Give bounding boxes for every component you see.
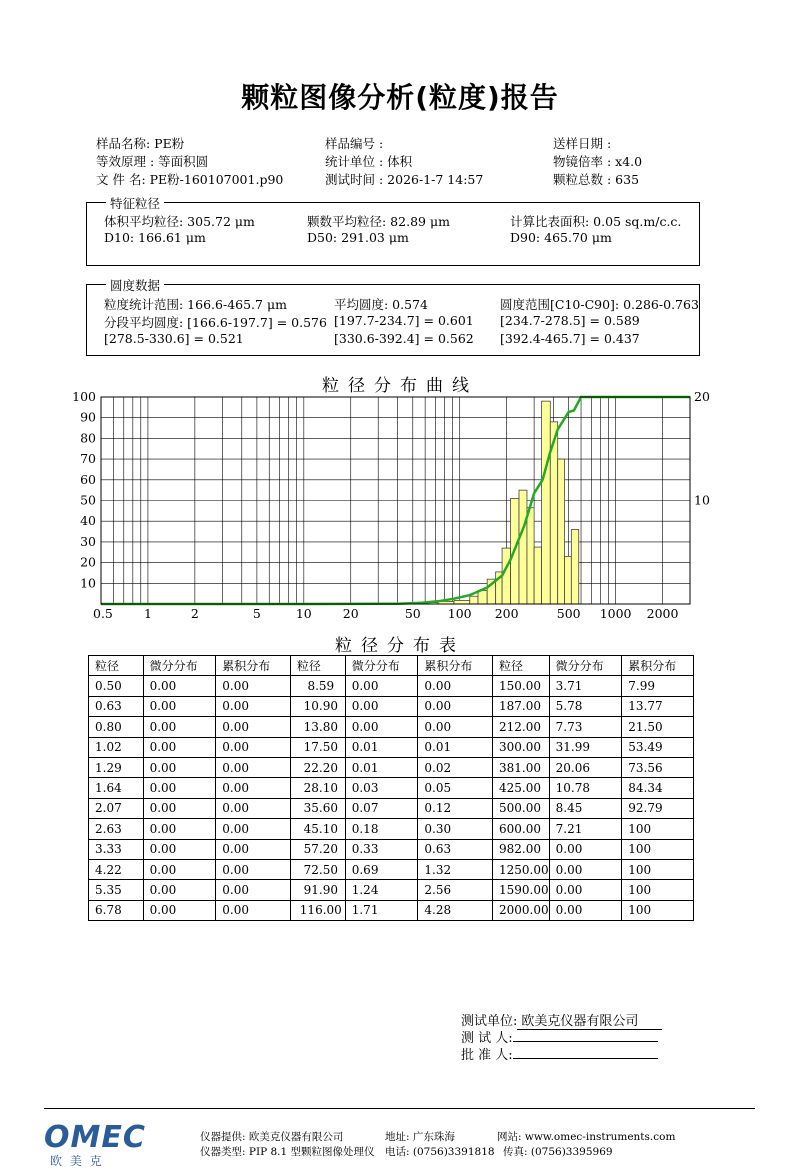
table-cell: 0.00 (143, 676, 216, 696)
y-left-tick-label: 20 (80, 554, 96, 570)
table-cell: 0.03 (345, 778, 418, 798)
table-cell: 0.02 (418, 757, 493, 777)
x-tick-label: 500 (556, 606, 581, 621)
y-left-tick-label: 90 (80, 409, 96, 425)
table-cell: 500.00 (493, 798, 550, 818)
table-cell: 1250.00 (493, 859, 550, 879)
table-cell: 100 (622, 880, 694, 900)
table-cell: 100 (622, 859, 694, 879)
table-cell: 1.29 (89, 757, 144, 777)
axis-labels (72, 389, 710, 621)
table-cell: 0.33 (345, 839, 418, 859)
table-row (89, 819, 694, 839)
table-cell: 0.00 (143, 880, 216, 900)
table-cell: 100 (622, 839, 694, 859)
table-row (89, 778, 694, 798)
table-cell: 0.00 (345, 676, 418, 696)
table-row (89, 859, 694, 879)
histogram-bar (534, 547, 541, 604)
table-cell: 0.00 (216, 819, 291, 839)
table-row (89, 757, 694, 777)
table-row (89, 737, 694, 757)
table-cell: 72.50 (290, 859, 345, 879)
table-cell: 35.60 (290, 798, 345, 818)
header-col-3 (553, 135, 642, 189)
x-tick-label: 20 (342, 606, 359, 621)
table-cell: 45.10 (290, 819, 345, 839)
table-cell: 1.71 (345, 900, 418, 920)
table-header-cell: 累积分布 (418, 656, 493, 676)
table-cell: 600.00 (493, 819, 550, 839)
table-cell: 0.50 (89, 676, 144, 696)
test-time: 测试时间 : 2026-1-7 14:57 (325, 172, 484, 187)
statistic-unit: 统计单位 : 体积 (325, 154, 413, 169)
d10-value: D10: 166.61 μm (104, 230, 206, 245)
table-header-row (89, 656, 694, 676)
table-cell: 212.00 (493, 717, 550, 737)
fax: 传真: (0756)3395969 (503, 1146, 613, 1158)
table-cell: 28.10 (290, 778, 345, 798)
table-cell: 4.28 (418, 900, 493, 920)
table-cell: 150.00 (493, 676, 550, 696)
table-cell: 0.00 (143, 717, 216, 737)
table-cell: 0.00 (143, 778, 216, 798)
table-cell: 0.18 (345, 819, 418, 839)
logo-subtitle: 欧 美 克 (50, 1154, 104, 1168)
table-cell: 20.06 (549, 757, 622, 777)
x-tick-label: 0.5 (93, 606, 113, 621)
table-cell: 0.00 (216, 839, 291, 859)
volume-mean-size: 体积平均粒径: 305.72 μm (104, 214, 255, 229)
y-left-tick-label: 100 (72, 389, 96, 404)
table-cell: 0.07 (345, 798, 418, 818)
table-cell: 10.78 (549, 778, 622, 798)
y-left-tick-label: 80 (80, 430, 96, 446)
mean-roundness: 平均圆度: 0.574 (334, 297, 428, 312)
table-cell: 0.12 (418, 798, 493, 818)
table-cell: 381.00 (493, 757, 550, 777)
specific-surface: 计算比表面积: 0.05 sq.m/c.c. (510, 214, 682, 229)
table-cell: 0.00 (549, 880, 622, 900)
table-header-cell: 累积分布 (622, 656, 694, 676)
table-cell: 0.63 (89, 696, 144, 716)
table-cell: 13.77 (622, 696, 694, 716)
size-distribution-chart (0, 385, 800, 625)
header-col-1 (96, 135, 283, 189)
table-cell: 1.32 (418, 859, 493, 879)
table-cell: 8.59 (290, 676, 345, 696)
table-title: 粒径分布表 (335, 636, 465, 656)
table-cell: 84.34 (622, 778, 694, 798)
table-cell: 6.78 (89, 900, 144, 920)
equivalent-principle: 等效原理 : 等面积圆 (96, 154, 209, 169)
table-cell: 0.00 (216, 737, 291, 757)
table-cell: 4.22 (89, 859, 144, 879)
instrument-provider: 仪器提供: 欧美克仪器有限公司 (200, 1131, 344, 1143)
table-cell: 73.56 (622, 757, 694, 777)
table-cell: 0.00 (216, 676, 291, 696)
x-tick-label: 1 (143, 606, 152, 621)
table-cell: 982.00 (493, 839, 550, 859)
objective-magnification: 物镜倍率 : x4.0 (553, 154, 643, 169)
header-col-2 (325, 135, 483, 189)
table-cell: 100 (622, 819, 694, 839)
logo-text: OMEC (44, 1120, 146, 1155)
feature-size-legend: 特征粒径 (106, 194, 164, 212)
table-cell: 0.00 (418, 676, 493, 696)
histogram-bar (564, 556, 571, 604)
table-cell: 57.20 (290, 839, 345, 859)
particle-count: 颗粒总数 : 635 (553, 172, 640, 187)
sample-name: 样品名称: PE粉 (96, 136, 185, 151)
table-cell: 300.00 (493, 737, 550, 757)
histogram-bar (454, 600, 470, 604)
omec-logo (44, 1120, 146, 1169)
table-cell: 8.45 (549, 798, 622, 818)
segment-roundness-4: [278.5-330.6] = 0.521 (104, 331, 244, 346)
table-cell: 2.07 (89, 798, 144, 818)
table-cell: 1590.00 (493, 880, 550, 900)
test-unit-label: 测试单位: (461, 1014, 518, 1029)
table-row (89, 696, 694, 716)
table-cell: 22.20 (290, 757, 345, 777)
histogram-bars (406, 401, 579, 604)
table-cell: 3.71 (549, 676, 622, 696)
distribution-table (88, 655, 694, 921)
table-cell: 187.00 (493, 696, 550, 716)
table-cell: 3.33 (89, 839, 144, 859)
tester-label: 测 试 人: (461, 1031, 513, 1046)
table-cell: 13.80 (290, 717, 345, 737)
table-cell: 2.56 (418, 880, 493, 900)
table-cell: 0.00 (143, 737, 216, 757)
tester-line[interactable] (513, 1027, 658, 1042)
segment-roundness-5: [330.6-392.4] = 0.562 (334, 331, 474, 346)
table-cell: 0.00 (549, 900, 622, 920)
table-cell: 116.00 (290, 900, 345, 920)
table-cell: 0.80 (89, 717, 144, 737)
approver-label: 批 准 人: (461, 1048, 513, 1063)
footer-divider (44, 1108, 755, 1109)
table-row (89, 676, 694, 696)
table-cell: 0.00 (216, 798, 291, 818)
table-cell: 53.49 (622, 737, 694, 757)
table-cell: 0.05 (418, 778, 493, 798)
histogram-bar (519, 490, 527, 604)
table-cell: 0.00 (418, 696, 493, 716)
table-header-cell: 微分分布 (345, 656, 418, 676)
x-tick-label: 2000 (646, 606, 679, 621)
table-cell: 425.00 (493, 778, 550, 798)
roundness-c10-c90: 圆度范围[C10-C90]: 0.286-0.763 (500, 297, 699, 312)
table-cell: 7.99 (622, 676, 694, 696)
table-cell: 0.00 (345, 717, 418, 737)
d50-value: D50: 291.03 μm (307, 230, 409, 245)
report-title: 颗粒图像分析(粒度)报告 (241, 81, 559, 114)
table-cell: 0.00 (549, 859, 622, 879)
table-cell: 0.69 (345, 859, 418, 879)
y-left-tick-label: 60 (80, 471, 96, 487)
table-cell: 7.21 (549, 819, 622, 839)
table-cell: 0.63 (418, 839, 493, 859)
delivery-date: 送样日期 : (553, 136, 612, 151)
y-left-tick-label: 30 (80, 533, 96, 549)
table-cell: 0.30 (418, 819, 493, 839)
table-cell: 0.00 (143, 900, 216, 920)
table-cell: 7.73 (549, 717, 622, 737)
table-cell: 100 (622, 900, 694, 920)
website: 网站: www.omec-instruments.com (497, 1131, 676, 1143)
table-header-cell: 粒径 (89, 656, 144, 676)
table-cell: 5.35 (89, 880, 144, 900)
table-cell: 0.01 (345, 737, 418, 757)
table-cell: 0.00 (345, 696, 418, 716)
table-cell: 5.78 (549, 696, 622, 716)
address: 地址: 广东珠海 (385, 1131, 455, 1143)
y-right-tick-label: 20 (694, 389, 710, 404)
table-cell: 1.24 (345, 880, 418, 900)
histogram-bar (542, 401, 551, 604)
x-tick-label: 1000 (599, 606, 632, 621)
table-row (89, 717, 694, 737)
table-cell: 0.00 (549, 839, 622, 859)
table-header-cell: 微分分布 (549, 656, 622, 676)
table-cell: 1.02 (89, 737, 144, 757)
table-cell: 0.00 (216, 757, 291, 777)
roundness-legend: 圆度数据 (106, 276, 164, 294)
table-header-cell: 微分分布 (143, 656, 216, 676)
segment-roundness-1: 分段平均圆度: [166.6-197.7] = 0.576 (104, 315, 327, 330)
table-cell: 92.79 (622, 798, 694, 818)
table-cell: 21.50 (622, 717, 694, 737)
y-left-tick-label: 50 (80, 492, 96, 508)
table-row (89, 900, 694, 920)
table-row (89, 839, 694, 859)
table-cell: 0.00 (143, 839, 216, 859)
table-cell: 0.01 (345, 757, 418, 777)
histogram-bar (558, 459, 565, 604)
table-cell: 91.90 (290, 880, 345, 900)
table-header-cell: 粒径 (493, 656, 550, 676)
approver-line[interactable] (513, 1044, 658, 1059)
segment-roundness-6: [392.4-465.7] = 0.437 (500, 331, 640, 346)
table-cell: 0.00 (143, 819, 216, 839)
chart-grid (101, 397, 690, 604)
histogram-bar (470, 596, 478, 604)
table-cell: 1.64 (89, 778, 144, 798)
table-cell: 17.50 (290, 737, 345, 757)
histogram-bar (478, 591, 487, 604)
table-cell: 0.00 (143, 696, 216, 716)
histogram-bar (502, 548, 510, 604)
y-right-tick-label: 10 (694, 492, 710, 508)
histogram-bar (571, 529, 578, 604)
table-cell: 10.90 (290, 696, 345, 716)
d90-value: D90: 465.70 μm (510, 230, 612, 245)
table-cell: 2.63 (89, 819, 144, 839)
table-cell: 0.00 (143, 798, 216, 818)
table-cell: 0.00 (216, 778, 291, 798)
table-header-cell: 粒径 (290, 656, 345, 676)
x-tick-label: 200 (494, 606, 519, 621)
y-left-tick-label: 10 (80, 575, 96, 591)
x-tick-label: 5 (252, 606, 261, 621)
table-cell: 0.00 (143, 757, 216, 777)
table-cell: 0.00 (143, 859, 216, 879)
x-tick-label: 100 (447, 606, 472, 621)
x-tick-label: 10 (295, 606, 312, 621)
table-cell: 0.00 (216, 717, 291, 737)
approver-row (461, 1044, 658, 1063)
number-mean-size: 颗数平均粒径: 82.89 μm (307, 214, 450, 229)
test-unit-name: 欧美克仪器有限公司 (521, 1014, 639, 1029)
x-tick-label: 50 (404, 606, 421, 621)
table-cell: 0.00 (216, 900, 291, 920)
sample-number: 样品编号 : (325, 136, 384, 151)
table-cell: 31.99 (549, 737, 622, 757)
table-row (89, 880, 694, 900)
table-cell: 0.00 (216, 880, 291, 900)
y-left-tick-label: 70 (80, 451, 96, 467)
phone: 电话: (0756)3391818 (385, 1146, 495, 1158)
histogram-bar (527, 508, 534, 604)
roundness-range: 粒度统计范围: 166.6-465.7 μm (104, 297, 287, 312)
chart-title: 粒径分布曲线 (322, 376, 478, 396)
segment-roundness-2: [197.7-234.7] = 0.601 (334, 313, 474, 328)
table-header-cell: 累积分布 (216, 656, 291, 676)
instrument-type: 仪器类型: PIP 8.1 型颗粒图像处理仪 (200, 1146, 375, 1158)
table-cell: 2000.00 (493, 900, 550, 920)
table-cell: 0.00 (216, 859, 291, 879)
table-cell: 0.01 (418, 737, 493, 757)
table-cell: 0.00 (216, 696, 291, 716)
table-row (89, 798, 694, 818)
segment-roundness-3: [234.7-278.5] = 0.589 (500, 313, 640, 328)
x-tick-label: 2 (190, 606, 199, 621)
file-name: 文 件 名: PE粉-160107001.p90 (96, 172, 284, 187)
y-left-tick-label: 40 (80, 513, 96, 529)
table-cell: 0.00 (418, 717, 493, 737)
